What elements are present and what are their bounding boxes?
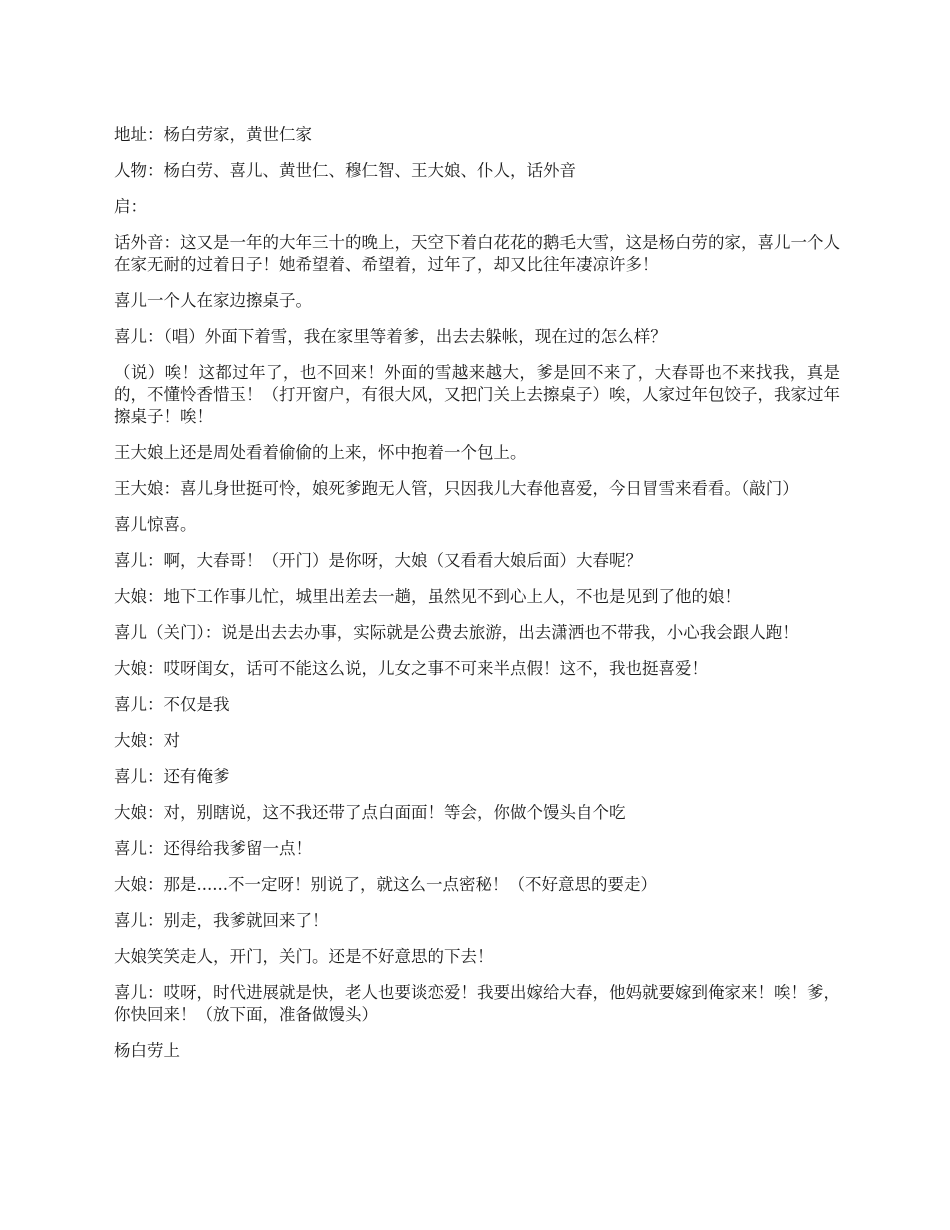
paragraph-dialogue: 大娘：对 [114, 731, 180, 750]
paragraph-location: 地址：杨白劳家，黄世仁家 [114, 125, 312, 144]
paragraph-dialogue: 大娘：那是......不一定呀！别说了，就这么一点密秘！（不好意思的要走） [114, 875, 657, 894]
paragraph-dialogue: 喜儿：还有俺爹 [114, 767, 230, 786]
paragraph-stage-direction: 喜儿一个人在家边擦桌子。 [114, 291, 312, 310]
paragraph-dialogue: 喜儿（关门）：说是出去去办事，实际就是公费去旅游，出去潇洒也不带我，小心我会跟人跑！ [114, 623, 799, 642]
paragraph-dialogue: 喜儿：（唱）外面下着雪，我在家里等着爹，出去去躲帐，现在过的怎么样？ [114, 327, 667, 346]
paragraph-characters: 人物：杨白劳、喜儿、黄世仁、穆仁智、王大娘、仆人，话外音 [114, 161, 576, 180]
paragraph-dialogue: 喜儿：不仅是我 [114, 695, 230, 714]
paragraph-stage-direction: 杨白劳上 [114, 1041, 180, 1060]
paragraph-dialogue: 王大娘：喜儿身世挺可怜，娘死爹跑无人管，只因我儿大春他喜爱，今日冒雪来看看。（敲门） [114, 479, 799, 498]
paragraph-narration: 话外音：这又是一年的大年三十的晚上，天空下着白花花的鹅毛大雪，这是杨白劳的家，喜儿一个人在家无耐的过着日子！她希望着、希望着，过年了，却又比往年凄凉许多！ [114, 233, 840, 274]
paragraph-dialogue: 喜儿：啊，大春哥！（开门）是你呀，大娘（又看看大娘后面）大春呢？ [114, 551, 642, 570]
paragraph-dialogue: 喜儿：别走，我爹就回来了！ [114, 911, 329, 930]
paragraph-dialogue: 大娘：哎呀闺女，话可不能这么说，儿女之事不可来半点假！这不，我也挺喜爱！ [114, 659, 708, 678]
paragraph-start: 启： [114, 197, 147, 216]
paragraph-stage-direction: 大娘笑笑走人，开门，关门。还是不好意思的下去！ [114, 947, 494, 966]
paragraph-dialogue: （说）唉！这都过年了，也不回来！外面的雪越来越大，爹是回不来了，大春哥也不来找我，真是的，不懂怜香惜玉！（打开窗户，有很大风，又把门关上去擦桌子）唉，人家过年包饺子，我家过年擦桌子！唉！ [114, 363, 840, 426]
paragraph-stage-direction: 王大娘上还是周处看着偷偷的上来，怀中抱着一个包上。 [114, 443, 527, 462]
paragraph-stage-direction: 喜儿惊喜。 [114, 515, 197, 534]
document-body [114, 124, 840, 1076]
paragraph-dialogue: 喜儿：哎呀，时代进展就是快，老人也要谈恋爱！我要出嫁给大春，他妈就要嫁到俺家来！唉！爹，你快回来！（放下面，准备做馒头） [114, 983, 840, 1024]
paragraph-dialogue: 喜儿：还得给我爹留一点！ [114, 839, 312, 858]
paragraph-dialogue: 大娘：对，别瞎说，这不我还带了点白面面！等会，你做个馒头自个吃 [114, 803, 626, 822]
paragraph-dialogue: 大娘：地下工作事儿忙，城里出差去一趟，虽然见不到心上人，不也是见到了他的娘！ [114, 587, 741, 606]
